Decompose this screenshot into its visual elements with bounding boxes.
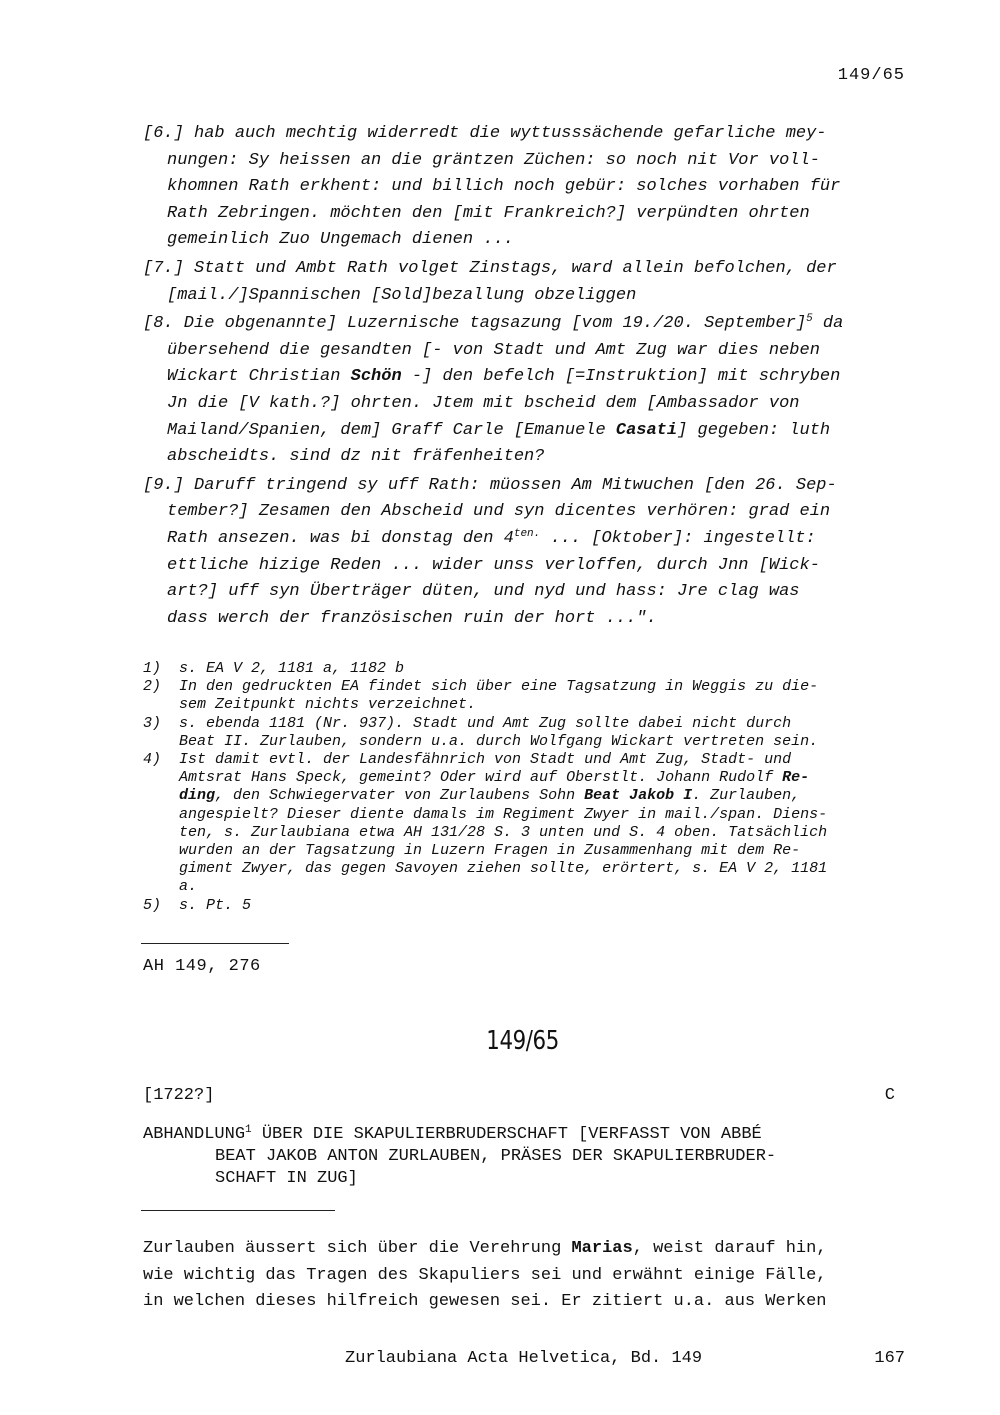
item-6-line: [6.] hab auch mechtig widerredt die wyttusssächende gefarliche mey- — [143, 124, 827, 143]
name-schoen: Schön — [350, 367, 402, 387]
document-category: C — [884, 1086, 895, 1105]
quoted-item-8 — [143, 311, 913, 471]
footnote-ref-1: 1 — [245, 1124, 252, 1136]
item-6-line: gemeinlich Zuo Ungemach dienen ... — [167, 230, 514, 250]
footer-publication-title: Zurlaubiana Acta Helvetica, Bd. 149 — [345, 1349, 703, 1368]
item-6-line: nungen: Sy heissen an die gräntzen Züchen: so noch nit Vor voll- — [167, 150, 820, 170]
summary-text: , weist darauf hin, wie wichtig das Tragen des Skapuliers sei und erwähnt einige Fälle, in welchen dieses hilfreich gewesen sei. Er zitiert u.a. aus Werken — [143, 1239, 827, 1312]
footnote-text: . Zurlauben, angespielt? Dieser diente damals im Regiment Zwyer in mail./span. Diens- ten, s. Zurlaubiana etwa AH 131/28 S. 3 unten und S. 4 oben. Tatsächlich wurden an der Tagsatzung in Luzern Fragen in Zusammenhang mit dem Re- giment Zwyer, das gegen Savoyen ziehen sollte, erörtert, s. EA V 2, 1181 a. — [179, 787, 828, 896]
item-8-text: da übersehend die gesandten [- von Stadt und Amt Zug war dies neben Wickart Christian — [167, 314, 844, 387]
footnote — [143, 678, 913, 714]
item-6-line: Rath Zebringen. möchten den [mit Frankreich?] verpündten ohrten — [167, 203, 810, 223]
footnote — [143, 715, 913, 751]
footnote-text: , den Schwiegervater von Zurlaubens Sohn — [215, 787, 585, 805]
page-header: 149/65 — [837, 66, 905, 85]
footnote-ref-5: 5 — [806, 313, 813, 326]
item-8-text: ] gegeben: luth abscheidts. sind dz nit fräfenheiten? — [167, 420, 831, 467]
item-9-text: ... [Oktober]: ingestellt: ettliche hizige Reden ... wider unss verloffen, durch Jnn [Wick- art?] uff syn Überträger düten, und nyd und hass: Jre clag was dass werch der französischen ruin der hort ...". — [167, 528, 820, 628]
item-9-text: [9.] Daruff tringend sy uff Rath: müossen Am Mitwuchen [den 26. Sep- tember?] Zesamen den Abscheid und syn dicentes verhören: grad ein Rath ansezen. was bi donstag den 4 — [143, 475, 837, 548]
summary-text: Zurlauben äussert sich über die Verehrung — [143, 1239, 572, 1258]
footnotes — [143, 660, 913, 915]
document-number: 149/65 — [486, 1026, 559, 1056]
footnote-text: Ist damit evtl. der Landesfähnrich von Stadt und Amt Zug, Stadt- und Amtsrat Hans Speck, gemeint? Oder wird auf Oberstlt. Johann Rudolf — [179, 751, 792, 787]
footnote-number: 2) — [143, 678, 162, 696]
name-casati: Casati — [615, 420, 678, 440]
item-7-line: [7.] Statt und Ambt Rath volget Zinstags, ward allein befolchen, der — [143, 258, 837, 278]
name-beat-jakob: Beat Jakob I — [584, 787, 693, 805]
footnote-text: s. Pt. 5 — [179, 896, 252, 914]
title-divider — [141, 1210, 335, 1211]
footnote-number: 4) — [143, 751, 162, 769]
document-title — [143, 1124, 965, 1190]
quoted-text-items — [143, 121, 913, 634]
summary-paragraph — [143, 1236, 913, 1316]
name-reding: Re- ding — [179, 769, 810, 805]
superscript-ten: ten. — [513, 527, 541, 540]
quoted-item-6 — [143, 121, 913, 254]
quoted-item-7 — [143, 256, 913, 309]
title-text: ÜBER DIE SKAPULIERBRUDERSCHAFT [VERFASST VON ABBÉ BEAT JAKOB ANTON ZURLAUBEN, PRÄSES DER SKAPULIERBRUDER- SCHAFT IN ZUG] — [215, 1125, 777, 1188]
footnote-number: 5) — [143, 896, 162, 914]
footnote-text: s. ebenda 1181 (Nr. 937). Stadt und Amt Zug sollte dabei nicht durch Beat II. Zurlauben, sondern u.a. durch Wolfgang Wickart vertreten sein. — [179, 714, 819, 750]
footnote-text: s. EA V 2, 1181 a, 1182 b — [179, 660, 405, 677]
item-8-text: -] den befelch [=Instruktion] mit schryben Jn die [V kath.?] ohrten. Jtem mit bscheid dem [Ambassador von Mailand/Spanien, dem] Graff Carle [Emanuele — [167, 367, 841, 440]
footnote-text: In den gedruckten EA findet sich über eine Tagsatzung in Weggis zu die- sem Zeitpunkt nichts verzeichnet. — [179, 678, 819, 714]
name-marias: Marias — [571, 1239, 633, 1258]
footnote-divider — [141, 943, 289, 944]
footnote-number: 3) — [143, 714, 162, 732]
footnote — [143, 751, 913, 897]
item-8-text: [8. Die obgenannte] Luzernische tagsazung [vom 19./20. September] — [143, 314, 807, 334]
item-7-line: [mail./]Spannischen [Sold]bezallung obzeliggen — [167, 285, 637, 305]
footer-page-number: 167 — [874, 1349, 905, 1368]
quoted-item-9 — [143, 473, 913, 633]
footnote-number: 1) — [143, 660, 162, 677]
footnote — [143, 897, 913, 915]
document-date: [1722?] — [143, 1086, 215, 1105]
archive-reference: AH 149, 276 — [143, 957, 261, 976]
footnote — [143, 660, 913, 678]
title-text: ABHANDLUNG — [143, 1125, 246, 1144]
item-6-line: khomnen Rath erkhent: und billich noch gebür: solches vorhaben für — [167, 177, 841, 197]
